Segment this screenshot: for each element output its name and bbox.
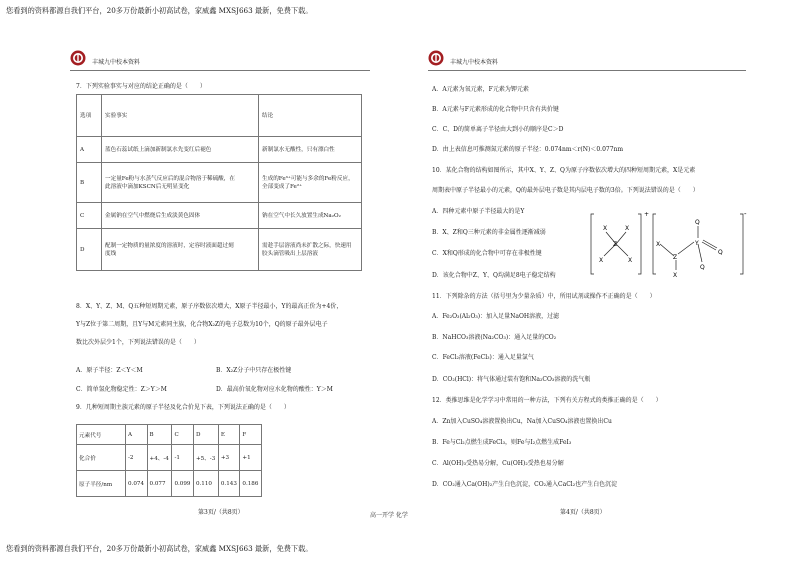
- q7-option-cell: C: [77, 203, 102, 229]
- q8-option: B．X₂Z分子中只存在极性键: [216, 367, 292, 374]
- school-logo-icon: [428, 50, 444, 66]
- q9-table-cell: D: [193, 425, 218, 445]
- q8-option: A．原子半径：Z＜Y＜M: [76, 367, 143, 374]
- bottom-banner: 您看到的资料都源自我们平台，20多万份最新小初高试卷，家威鑫 MXSJ663 最新，免费下载。: [6, 544, 313, 553]
- q7-fact-line: 金属钠在空气中燃烧后生成淡黄色固体: [105, 212, 201, 219]
- q8-stem-line: 8．X、Y、Z、M、Q五种短周期元素，原子序数依次增大，X原子半径最小，Y的最高正价为+4价，: [76, 303, 343, 310]
- q7-option-cell: B: [77, 163, 102, 203]
- header-title: 丰城九中校本资料: [450, 59, 499, 66]
- school-logo-icon: [70, 50, 86, 66]
- center-footer: 高一开学 化学: [370, 512, 408, 519]
- right-question-line: B．X、Z和Q三种元素的非金属性逐渐减弱: [432, 229, 546, 236]
- right-question-line: C．C、D的简单离子半径由大到小的顺序是C＞D: [432, 126, 564, 133]
- atom-label: Z: [613, 241, 618, 248]
- atom-label: Q: [695, 219, 700, 226]
- atom-label: X: [673, 272, 678, 279]
- right-question-line: D．CO₂通入Ca(OH)₂产生白色沉淀，CO₂通入CaCl₂也产生白色沉淀: [432, 481, 618, 488]
- right-question-line: B．Fe与Cl₂点燃生成FeCl₃，则Fe与I₂点燃生成FeI₃: [432, 439, 572, 446]
- q7-conclusion-line: 生成的Fe³⁺可能与多余的Fe粉反应，: [262, 175, 354, 182]
- q9-table-cell: +4、-4: [147, 445, 172, 471]
- q9-table-cell: 0.186: [240, 471, 262, 497]
- right-question-line: D．CO₂(HCl)：将气体通过装有饱和Na₂CO₃溶液的洗气瓶: [432, 376, 591, 383]
- q9-table-cell: 0.099: [172, 471, 194, 497]
- atom-label: Q: [718, 249, 723, 256]
- q9-table-cell: F: [240, 425, 262, 445]
- right-question-line: A．Zn加入CuSO₄溶液置换出Cu，Na加入CuSO₄溶液也置换出Cu: [432, 418, 612, 425]
- right-question-line: D．由上表信息可推测氮元素的原子半径：0.074nm＜r(N)＜0.077nm: [432, 146, 624, 153]
- q9-table-cell: 0.077: [147, 471, 172, 497]
- right-question-line: B．NaHCO₃溶液(Na₂CO₃)：通入足量的CO₂: [432, 334, 557, 341]
- q8-option: C．简单氢化物稳定性：Z＞Y＞M: [76, 386, 167, 393]
- atom-label: X: [628, 257, 633, 264]
- right-question-line: 11．下列除杂的方法（括号里为少量杂质）中，所用试剂或操作不正确的是（ ）: [432, 293, 656, 300]
- q7-conclusion-cell: [259, 163, 362, 203]
- right-question-line: D．该化合物中Z、Y、Q均满足8电子稳定结构: [432, 272, 556, 279]
- q9-table-cell: C: [172, 425, 194, 445]
- q9-table-cell: A: [126, 425, 148, 445]
- q9-table-cell: 化合价: [77, 445, 126, 471]
- right-page-header: [428, 48, 746, 71]
- q7-conclusion-cell: [259, 203, 362, 229]
- charge-plus: +: [644, 211, 650, 218]
- q7-fact-cell: [102, 203, 259, 229]
- right-question-line: C．FeCl₂溶液(FeCl₃)：通入足量氯气: [432, 354, 534, 361]
- top-banner: 您看到的资料都源自我们平台，20多万份最新小初高试卷，家威鑫 MXSJ663 最新，免费下载。: [6, 6, 313, 15]
- q7-header-option: 选项: [77, 95, 102, 137]
- right-question-line: C．Al(OH)₃受热易分解，Cu(OH)₂受热也易分解: [432, 460, 564, 467]
- right-question-line: A．A元素为氧元素，F元素为钾元素: [432, 86, 529, 93]
- q9-table-cell: 原子半径/nm: [77, 471, 126, 497]
- right-question-line: C．X和Q形成的化合物中可存在非极性键: [432, 250, 542, 257]
- q9-table-cell: +3: [218, 445, 240, 471]
- right-question-line: B．A元素与F元素形成的化合物中只含有共价键: [432, 106, 559, 113]
- q7-table-row: [77, 163, 362, 203]
- left-page: [70, 44, 370, 522]
- q9-table-row: [77, 445, 262, 471]
- q9-table-cell: +5、-3: [193, 445, 218, 471]
- q9-table-cell: +1: [240, 445, 262, 471]
- q7-conclusion-line: 需趁手层溶液尚未扩散之际，快速用: [262, 242, 352, 249]
- q7-fact-line: 度线: [105, 250, 117, 257]
- right-question-line: A．四种元素中原子半径最大的是Y: [432, 208, 525, 215]
- atom-label: Z: [673, 254, 678, 261]
- q7-table: [76, 94, 362, 271]
- atom-label: Q: [700, 264, 705, 271]
- q7-stem: 7．下列实验事实与对应的结论正确的是（ ）: [76, 83, 206, 90]
- q7-fact-line: 此溶液中滴加KSCN后无明显变化: [105, 183, 190, 190]
- q7-option-cell: D: [77, 229, 102, 271]
- q7-fact-line: 配制一定物质的量浓度的溶液时，定容时液面超过刻: [105, 242, 234, 249]
- q7-table-row: [77, 137, 362, 163]
- atom-label: Y: [695, 240, 699, 247]
- left-page-footer: 第3页/（共8页）: [198, 509, 244, 516]
- q9-stem: 9．几种短周期主族元素的原子半径及化合价见下表，下列说法正确的是（ ）: [76, 404, 290, 411]
- q9-table-cell: B: [147, 425, 172, 445]
- right-question-line: 10．某化合物的结构如图所示，其中X、Y、Z、Q为原子序数依次增大的四种短周期元素，X是元素: [432, 167, 696, 174]
- q9-table-cell: 0.074: [126, 471, 148, 497]
- q7-fact-line: 一定量Fe粉与水蒸气反应后的混合物溶于稀硫酸，在: [105, 175, 235, 182]
- q9-table-cell: 元素代号: [77, 425, 126, 445]
- atom-label: X: [603, 225, 608, 232]
- right-page: [428, 44, 746, 522]
- q9-table-row: [77, 425, 262, 445]
- q9-table: [76, 424, 262, 497]
- q9-table-cell: 0.110: [193, 471, 218, 497]
- q7-option-cell: A: [77, 137, 102, 163]
- q9-table-cell: 0.143: [218, 471, 240, 497]
- q7-fact-cell: [102, 229, 259, 271]
- q7-table-row: [77, 203, 362, 229]
- q8-stem-line: 数比次外层少1个，下列说法错误的是（ ）: [76, 339, 200, 346]
- right-question-line: A．Fe₂O₃(Al₂O₃)：加入足量NaOH溶液，过滤: [432, 313, 560, 320]
- q7-conclusion-cell: [259, 229, 362, 271]
- right-question-line: 12．类推思维是化学学习中常用的一种方法，下列有关方程式的类推正确的是（ ）: [432, 397, 662, 404]
- header-title: 丰城九中校本资料: [92, 59, 141, 66]
- q8-option: D．最高价氧化物对应水化物的酸性：Y＞M: [216, 386, 333, 393]
- q9-table-row: [77, 471, 262, 497]
- q9-table-cell: E: [218, 425, 240, 445]
- charge-minus: -: [744, 210, 747, 218]
- q10-structure-diagram: [590, 204, 748, 284]
- right-question-line: 周期表中原子半径最小的元素，Q的最外层电子数是其内层电子数的3倍。下列说法错误的是（ ）: [432, 187, 699, 194]
- q7-conclusion-line: 新制氯水无酸性，只有漂白性: [262, 146, 335, 153]
- q7-conclusion-line: 全部变成了Fe²⁺: [262, 183, 303, 190]
- q7-header-fact: 实验事实: [102, 95, 259, 137]
- q7-header-conclusion: 结论: [259, 95, 362, 137]
- atom-label: X: [656, 241, 661, 248]
- q7-conclusion-line: 胶头滴管吸出上层溶液: [262, 250, 318, 257]
- q7-conclusion-line: 钠在空气中长久放置生成Na₂O₂: [262, 212, 341, 219]
- right-page-footer: 第4页/（共8页）: [560, 509, 606, 516]
- q7-fact-cell: [102, 163, 259, 203]
- q8-stem-line: Y与Z位于第二周期，且Y与M元素同主族，化合物X₂Z的电子总数为10个，Q的原子最外层电子: [76, 321, 328, 328]
- q7-conclusion-cell: [259, 137, 362, 163]
- q7-fact-line: 蓝色石蕊试纸上滴加新制氯水先变红后褪色: [105, 146, 212, 153]
- atom-label: X: [599, 257, 604, 264]
- q7-table-row: [77, 229, 362, 271]
- q7-fact-cell: [102, 137, 259, 163]
- atom-label: X: [625, 225, 630, 232]
- q9-table-cell: -2: [126, 445, 148, 471]
- left-page-header: [70, 48, 370, 71]
- q9-table-cell: -1: [172, 445, 194, 471]
